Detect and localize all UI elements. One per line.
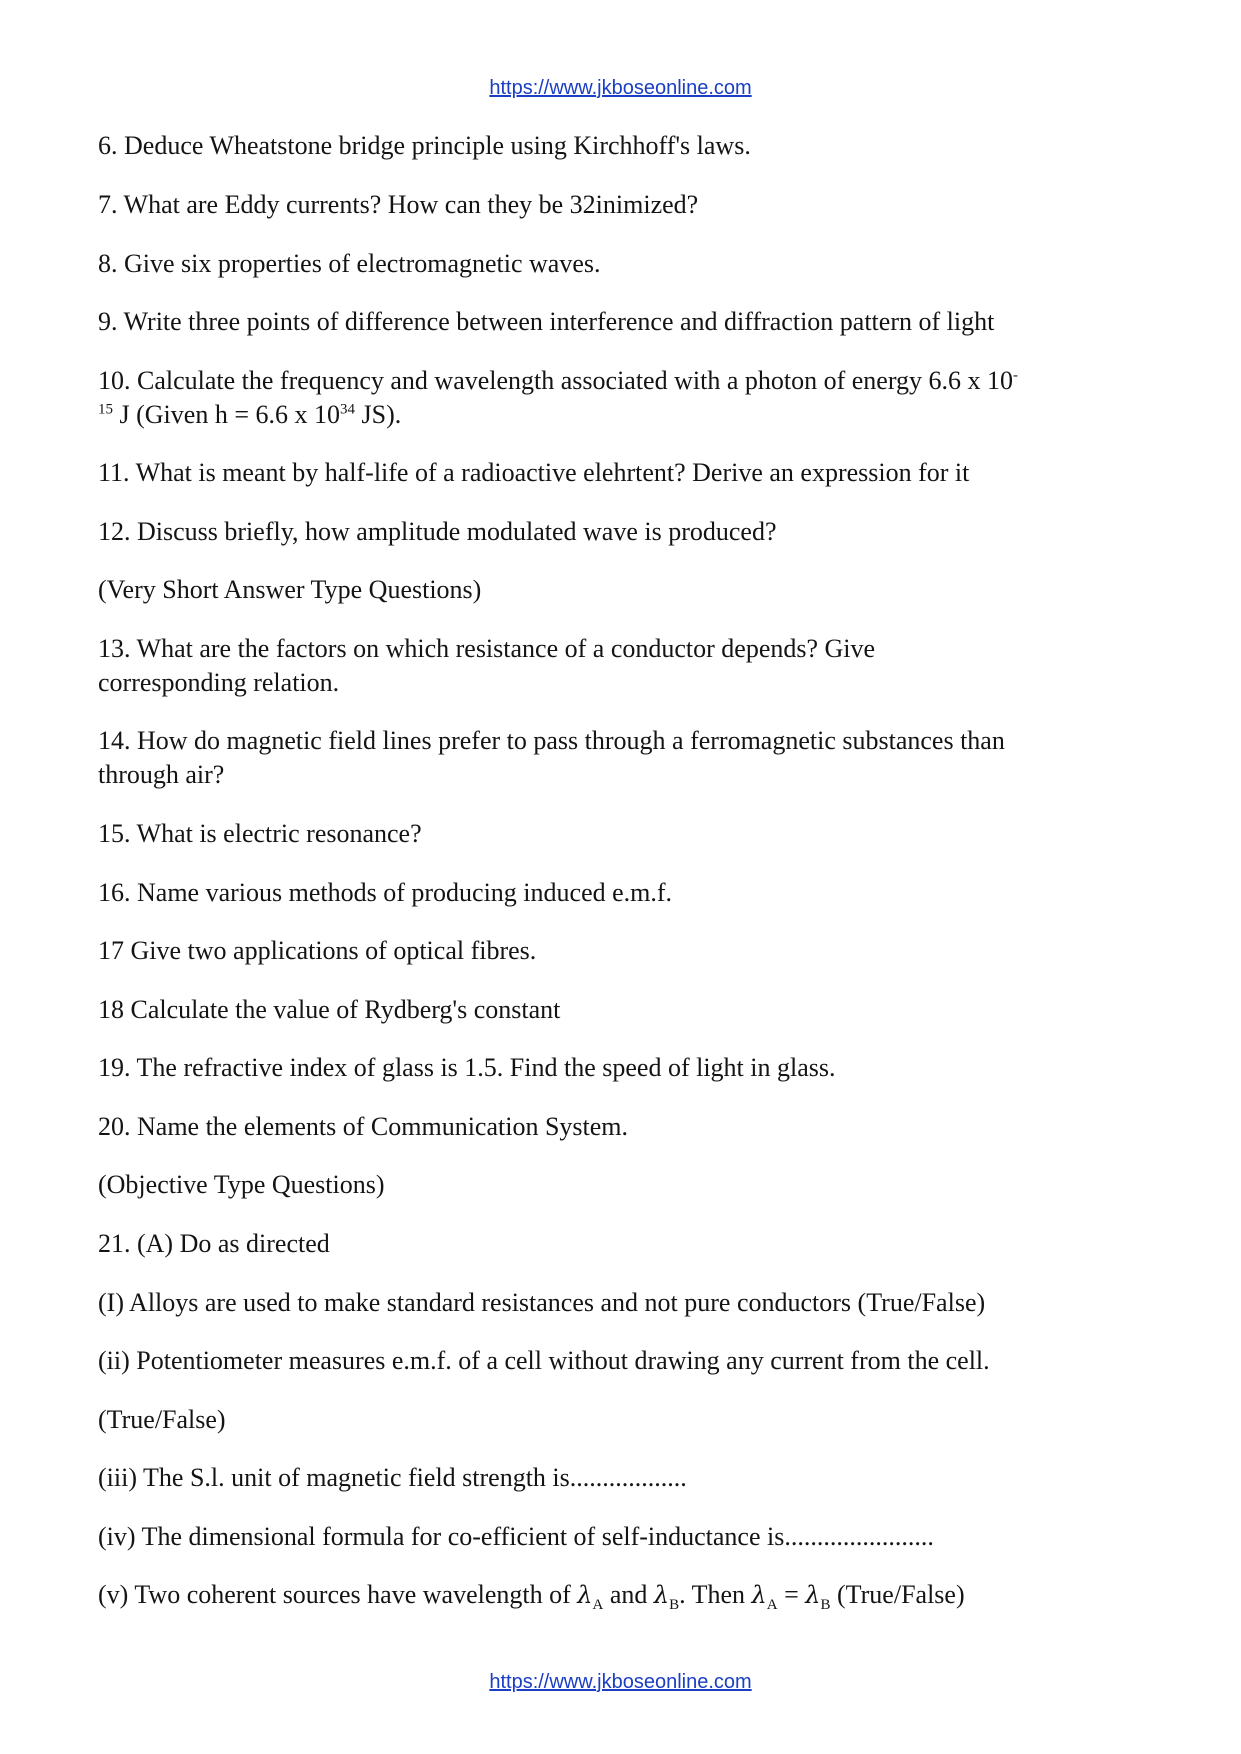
question-21-v-prefix: (v) Two coherent sources have wavelength of [98, 1580, 578, 1609]
question-21-v-suffix: (True/False) [830, 1580, 965, 1609]
question-16: 16. Name various methods of producing induced e.m.f. [98, 878, 673, 907]
question-14-line-1: 14. How do magnetic field lines prefer to pass through a ferromagnetic substances than [98, 726, 1005, 755]
question-10-unit: JS). [354, 400, 402, 429]
lambda-b-subscript-2: B [820, 1597, 831, 1614]
question-6: 6. Deduce Wheatstone bridge principle using Kirchhoff's laws. [98, 131, 751, 160]
question-21-iii: (iii) The S.l. unit of magnetic field strength is.................. [98, 1463, 687, 1492]
question-20: 20. Name the elements of Communication System. [98, 1112, 629, 1141]
question-10-line-1 [98, 366, 1018, 396]
lambda-b-symbol: λ [653, 1581, 670, 1609]
question-21-v-and: and [603, 1580, 654, 1609]
header-url-link[interactable]: https://www.jkboseonline.com [489, 77, 752, 99]
question-21-i: (I) Alloys are used to make standard resistances and not pure conductors (True/False) [98, 1288, 986, 1317]
question-8: 8. Give six properties of electromagnetic waves. [98, 249, 601, 278]
question-10-h-exponent: 34 [339, 401, 355, 418]
question-10-line-2 [98, 400, 401, 430]
question-21-v-equals: = [777, 1580, 806, 1609]
question-15: 15. What is electric resonance? [98, 819, 422, 848]
question-10-exponent: 15 [98, 401, 113, 418]
question-21-iv: (iv) The dimensional formula for co-efficient of self-inductance is....................... [98, 1522, 934, 1551]
question-13-line-1: 13. What are the factors on which resistance of a conductor depends? Give [98, 634, 876, 663]
question-21-ii-true-false: (True/False) [98, 1405, 226, 1434]
section-objective: (Objective Type Questions) [98, 1170, 385, 1199]
lambda-a-symbol-2: λ [751, 1581, 767, 1609]
lambda-a-subscript: A [592, 1597, 604, 1614]
question-21-v-then: . Then [679, 1580, 752, 1609]
lambda-a-symbol: λ [577, 1581, 593, 1609]
question-7: 7. What are Eddy currents? How can they be 32inimized? [98, 190, 699, 219]
question-19: 19. The refractive index of glass is 1.5. Find the speed of light in glass. [98, 1053, 836, 1082]
question-21: 21. (A) Do as directed [98, 1229, 330, 1258]
question-14-line-2: through air? [98, 760, 225, 789]
lambda-a-subscript-2: A [766, 1597, 778, 1614]
question-10-text: 10. Calculate the frequency and wavelength associated with a photon of energy 6.6 x 10 [98, 366, 1014, 395]
question-12: 12. Discuss briefly, how amplitude modulated wave is produced? [98, 517, 777, 546]
section-very-short-answer: (Very Short Answer Type Questions) [98, 575, 482, 604]
question-10-given: J (Given h = 6.6 x 10 [113, 400, 340, 429]
question-21-ii: (ii) Potentiometer measures e.m.f. of a cell without drawing any current from the cell. [98, 1346, 990, 1375]
question-21-v [98, 1580, 965, 1614]
question-17: 17 Give two applications of optical fibres. [98, 936, 537, 965]
lambda-b-subscript: B [669, 1597, 680, 1614]
question-9: 9. Write three points of difference between interference and diffraction pattern of light [98, 307, 995, 336]
lambda-b-symbol-2: λ [805, 1581, 821, 1609]
footer-url-link[interactable]: https://www.jkboseonline.com [489, 1671, 752, 1693]
question-11: 11. What is meant by half-life of a radioactive elehrtent? Derive an expression for it [98, 458, 970, 487]
question-13-line-2: corresponding relation. [98, 668, 340, 697]
question-18: 18 Calculate the value of Rydberg's constant [98, 995, 561, 1024]
question-10-exponent-sign: - [1013, 367, 1019, 384]
